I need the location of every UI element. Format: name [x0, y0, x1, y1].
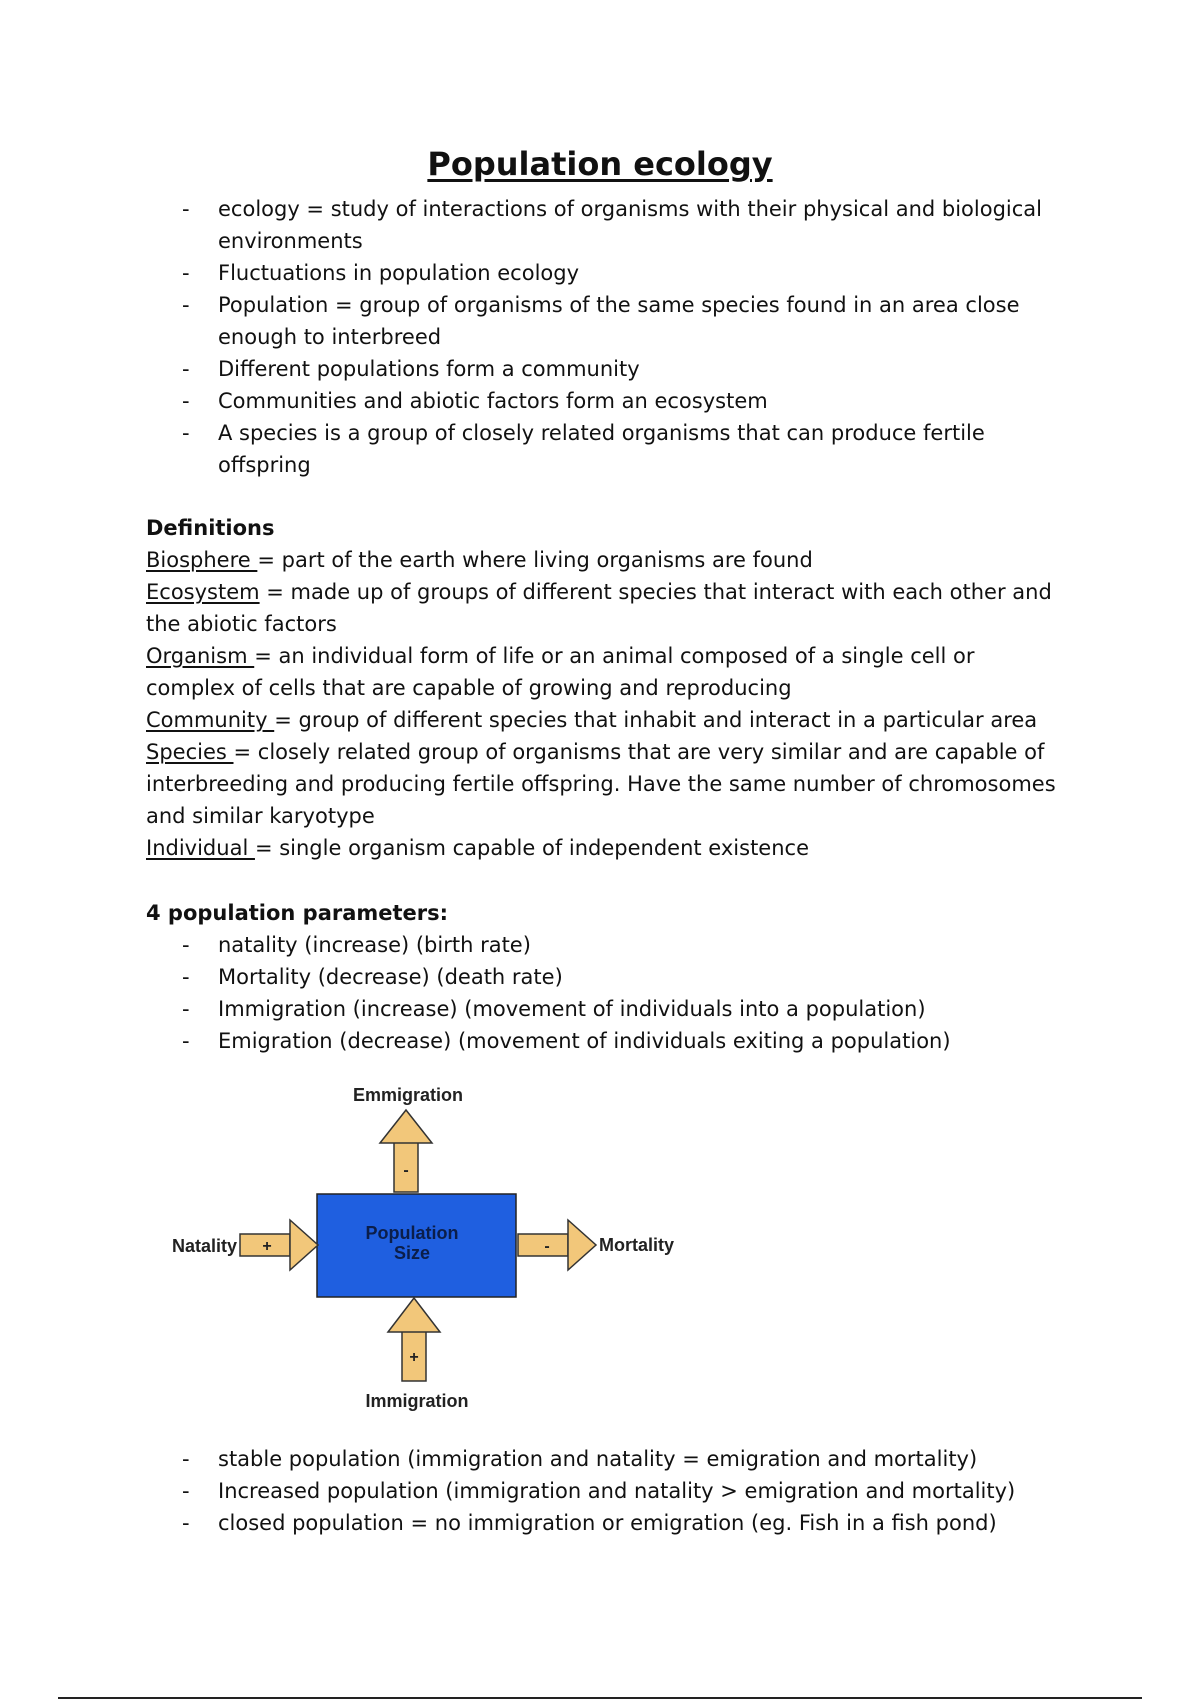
page-title: Population ecology [427, 145, 773, 183]
bullet-text: Population = group of organisms of the same species found in an area close enough to interbreed [218, 293, 1020, 349]
list-item [182, 1475, 1062, 1507]
immigration-label: Immigration [365, 1391, 469, 1411]
mortality-arrow-shaft [518, 1234, 568, 1256]
emmigration-sign: - [403, 1162, 409, 1179]
summary-bullet-list [182, 1443, 1062, 1539]
emmigration-label: Emmigration [352, 1085, 464, 1105]
bullet-dash: - [182, 197, 190, 221]
bullet-dash: - [182, 293, 190, 317]
population-size-label-line1: Population [365, 1223, 459, 1243]
list-item [182, 289, 1062, 353]
list-item [182, 1025, 1062, 1057]
natality-arrow-head [290, 1220, 318, 1270]
bullet-dash: - [182, 1511, 190, 1535]
bullet-dash: - [182, 1479, 190, 1503]
bullet-dash: - [182, 1447, 190, 1471]
definitions-heading: Definitions [146, 516, 275, 540]
definition-text: = an individual form of life or an animal composed of a single cell or complex of cells that are capable of growing and reproducing [146, 644, 975, 700]
bullet-text: Communities and abiotic factors form an ecosystem [218, 389, 768, 413]
list-item [182, 961, 1062, 993]
bullet-text: Immigration (increase) (movement of individuals into a population) [218, 997, 926, 1021]
natality-sign: + [262, 1238, 272, 1255]
page-bottom-rule [58, 1697, 1142, 1699]
list-item [182, 257, 1062, 289]
list-item [182, 993, 1062, 1025]
bullet-text: Different populations form a community [218, 357, 640, 381]
definition-text: = made up of groups of different species that interact with each other and the abiotic factors [146, 580, 1052, 636]
list-item [182, 1507, 1062, 1539]
bullet-text: closed population = no immigration or emigration (eg. Fish in a fish pond) [218, 1511, 997, 1535]
definition-text: = closely related group of organisms that are very similar and are capable of interbreeding and producing fertile offspring. Have the same number of chromosomes and similar karyotype [146, 740, 1056, 828]
bullet-text: stable population (immigration and natality = emigration and mortality) [218, 1447, 978, 1471]
list-item [182, 193, 1062, 257]
definitions-section [146, 512, 1066, 864]
immigration-arrow-head [388, 1298, 440, 1332]
bullet-dash: - [182, 421, 190, 445]
population-size-label-line2: Size [393, 1243, 431, 1263]
list-item [182, 417, 1062, 481]
natality-label: Natality [171, 1236, 237, 1256]
definition-item [146, 832, 1066, 864]
definition-term: Individual [146, 836, 255, 860]
definition-item [146, 704, 1066, 736]
definition-item [146, 576, 1066, 640]
bullet-text: Mortality (decrease) (death rate) [218, 965, 563, 989]
definition-item [146, 640, 1066, 704]
bullet-text: Increased population (immigration and natality > emigration and mortality) [218, 1479, 1016, 1503]
definition-item [146, 736, 1066, 832]
bullet-dash: - [182, 357, 190, 381]
definition-term: Species [146, 740, 234, 764]
bullet-text: natality (increase) (birth rate) [218, 933, 531, 957]
mortality-label: Mortality [599, 1235, 675, 1255]
bullet-text: A species is a group of closely related organisms that can produce fertile offspring [218, 421, 985, 477]
definition-text: = part of the earth where living organisms are found [257, 548, 813, 572]
bullet-dash: - [182, 1029, 190, 1053]
definition-term: Community [146, 708, 275, 732]
list-item [182, 353, 1062, 385]
parameters-bullet-list [182, 929, 1062, 1057]
mortality-sign: - [544, 1238, 550, 1255]
list-item [182, 1443, 1062, 1475]
bullet-dash: - [182, 965, 190, 989]
emmigration-arrow-head [380, 1110, 432, 1143]
bullet-dash: - [182, 997, 190, 1021]
bullet-dash: - [182, 933, 190, 957]
mortality-arrow-head [568, 1220, 596, 1270]
bullet-text: Emigration (decrease) (movement of individuals exiting a population) [218, 1029, 951, 1053]
population-diagram [150, 1065, 750, 1425]
definition-text: = group of different species that inhabit and interact in a particular area [274, 708, 1038, 732]
immigration-sign: + [409, 1349, 419, 1366]
list-item [182, 385, 1062, 417]
definition-term: Biosphere [146, 548, 258, 572]
parameters-heading: 4 population parameters: [146, 901, 449, 925]
definition-item [146, 544, 1066, 576]
bullet-text: Fluctuations in population ecology [218, 261, 580, 285]
definition-term: Organism [146, 644, 255, 668]
intro-bullet-list [182, 193, 1062, 481]
bullet-text: ecology = study of interactions of organisms with their physical and biological environments [218, 197, 1043, 253]
bullet-dash: - [182, 389, 190, 413]
definition-text: = single organism capable of independent existence [254, 836, 809, 860]
definition-term: Ecosystem [146, 580, 260, 604]
list-item [182, 929, 1062, 961]
bullet-dash: - [182, 261, 190, 285]
